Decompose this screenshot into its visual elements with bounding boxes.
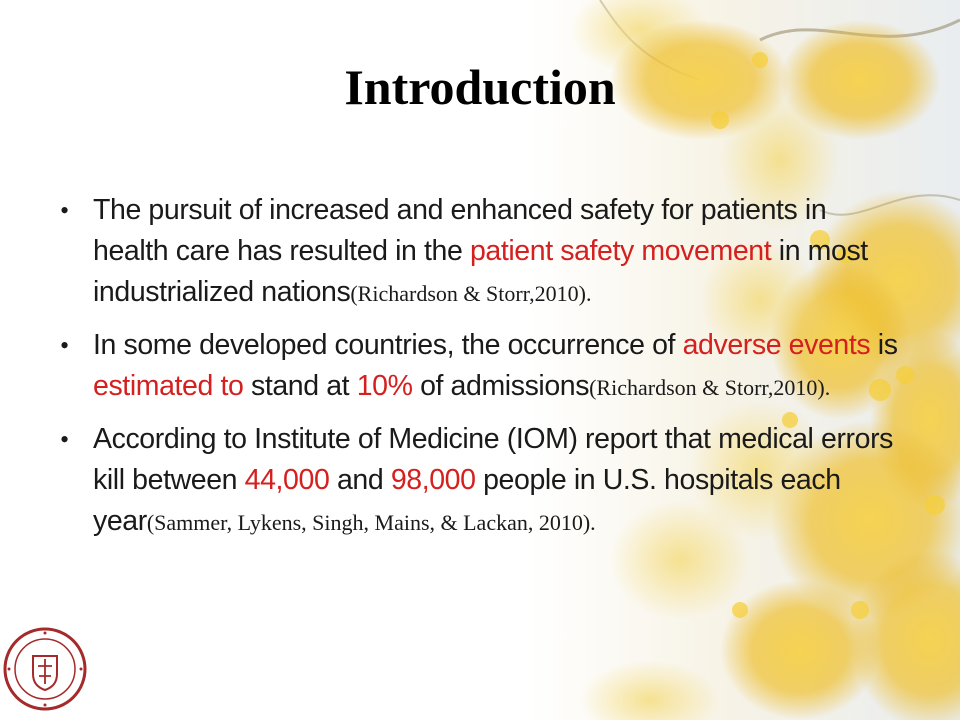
- text-run: The pursuit of increased and enhanced safety for patients in health care has resulted in the: [93, 194, 827, 267]
- text-run: people in U.S. hospitals each year: [93, 464, 841, 537]
- text-run: in most industrialized nations: [93, 235, 868, 308]
- bullet-dot-icon: •: [60, 196, 69, 225]
- bullet-dot-icon: •: [60, 425, 69, 454]
- text-run: and: [329, 464, 391, 496]
- highlight-text: adverse events: [682, 329, 871, 361]
- slide-title: Introduction: [344, 59, 616, 115]
- citation: (Richardson & Storr,2010).: [350, 281, 592, 306]
- text-run: of admissions: [412, 370, 590, 402]
- highlight-text: 10%: [356, 370, 413, 402]
- text-run: According to Institute of Medicine (IOM) report that medical errors kill between: [93, 423, 894, 496]
- highlight-text: 44,000: [244, 464, 330, 496]
- bullet-item: [60, 190, 900, 314]
- bullet-dot-icon: •: [60, 331, 69, 360]
- highlight-text: patient safety movement: [469, 235, 772, 267]
- highlight-text: 98,000: [390, 464, 476, 496]
- citation: (Richardson & Storr,2010).: [589, 375, 831, 400]
- text-run: In some developed countries, the occurrence of: [93, 329, 683, 361]
- bullet-item: [60, 325, 900, 408]
- university-seal-icon: [2, 626, 88, 712]
- bullet-item: [60, 419, 900, 543]
- text-run: stand at: [243, 370, 357, 402]
- bullet-list: [60, 190, 900, 554]
- text-run: is: [870, 329, 898, 361]
- citation: (Sammer, Lykens, Singh, Mains, & Lackan, 2010).: [146, 510, 596, 535]
- highlight-text: estimated to: [93, 370, 244, 402]
